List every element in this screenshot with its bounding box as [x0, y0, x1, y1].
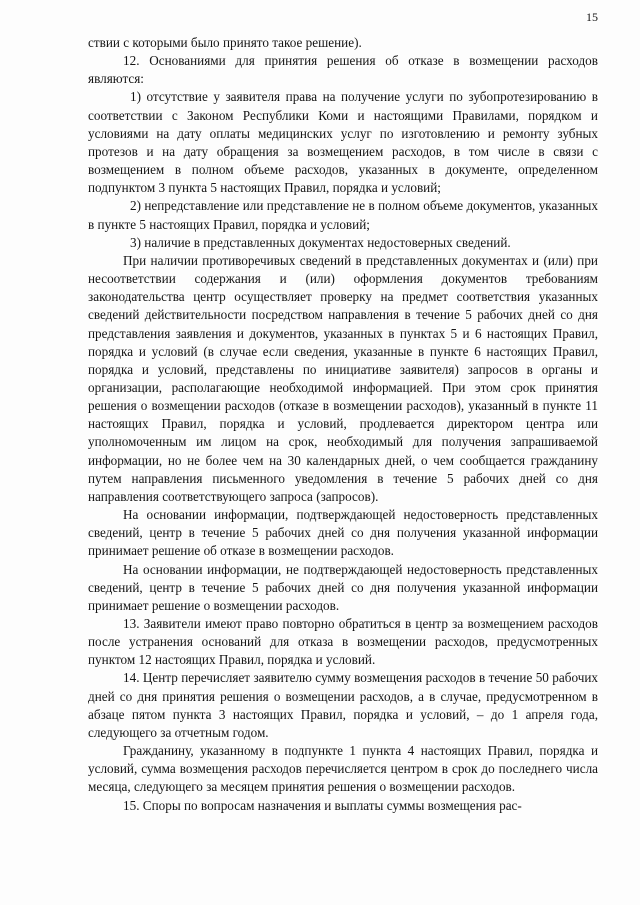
paragraph-approval-decision: На основании информации, не подтверждающей недостоверность представленных сведений, центр в течение 5 рабочих дней со дня получения указанной информации принимает решение о возмещении расходов. — [88, 561, 598, 613]
document-body — [88, 34, 598, 815]
paragraph-14: 14. Центр перечисляет заявителю сумму возмещения расходов в течение 50 рабочих дней со дня принятия решения о возмещении расходов, а в случае, предусмотренном в абзаце пятом пункта 3 настоящих Правил, порядка и условий, – до 1 апреля года, следующего за отчетным годом. — [88, 670, 598, 740]
paragraph-verification: При наличии противоречивых сведений в представленных документах и (или) при несоответствии содержания и (или) оформления документов требованиям законодательства центр осуществляет проверку на предмет соответствия указанных сведений действительности посредством направления в течение 5 рабочих дней со дня представления заявления и документов, указанных в пунктах 5 и 6 настоящих Правил, порядка и условий (в случае если сведения, указанные в пункте 6 настоящих Правил, порядка и условий, представлены по инициативе заявителя) запросов в органы и организации, располагающие необходимой информацией. При этом срок принятия решения о возмещении расходов (отказе в возмещении расходов), указанный в пункте 11 настоящих Правил, порядка и условий, продлевается директором центра или уполномоченным им лицом на срок, необходимый для получения запрашиваемой информации, но не более чем на 30 календарных дней, о чем сообщается гражданину путем направления письменного уведомления в течение 5 рабочих дней со дня направления соответствующего запроса (запросов). — [88, 252, 598, 504]
paragraph-12-item-1: 1) отсутствие у заявителя права на получение услуги по зубопротезированию в соответствии с Законом Республики Коми и настоящими Правилами, порядком и условиями на дату оплаты медицинских услуг по изготовлению и ремонту зубных протезов и на дату обращения за возмещением расходов, в том числе в связи с возмещением в полном объеме расходов, указанных в документе, определенном подпунктом 3 пункта 5 настоящих Правил, порядка и условий; — [88, 89, 598, 196]
paragraph-15: 15. Споры по вопросам назначения и выплаты суммы возмещения рас- — [123, 797, 522, 813]
paragraph-14-citizen: Гражданину, указанному в подпункте 1 пункта 4 настоящих Правил, порядка и условий, сумма возмещения расходов перечисляется центром в срок до последнего числа месяца, следующего за месяцем принятия решения о возмещении расходов. — [88, 743, 598, 795]
paragraph-12-heading: 12. Основаниями для принятия решения об отказе в возмещении расходов являются: — [88, 53, 598, 87]
paragraph-12-item-3: 3) наличие в представленных документах недостоверных сведений. — [130, 234, 511, 250]
paragraph-refusal-decision: На основании информации, подтверждающей недостоверность представленных сведений, центр в течение 5 рабочих дней со дня получения указанной информации принимает решение об отказе в возмещении расходов. — [88, 507, 598, 559]
paragraph-12-item-2: 2) непредставление или представление не в полном объеме документов, указанных в пункте 5 настоящих Правил, порядка и условий; — [88, 198, 598, 232]
paragraph-13: 13. Заявители имеют право повторно обратиться в центр за возмещением расходов после устранения оснований для отказа в возмещении расходов, предусмотренных пунктом 12 настоящих Правил, порядка и условий. — [88, 616, 598, 668]
page-number: 15 — [586, 10, 598, 24]
paragraph-continuation: ствии с которыми было принято такое решение). — [88, 35, 362, 50]
